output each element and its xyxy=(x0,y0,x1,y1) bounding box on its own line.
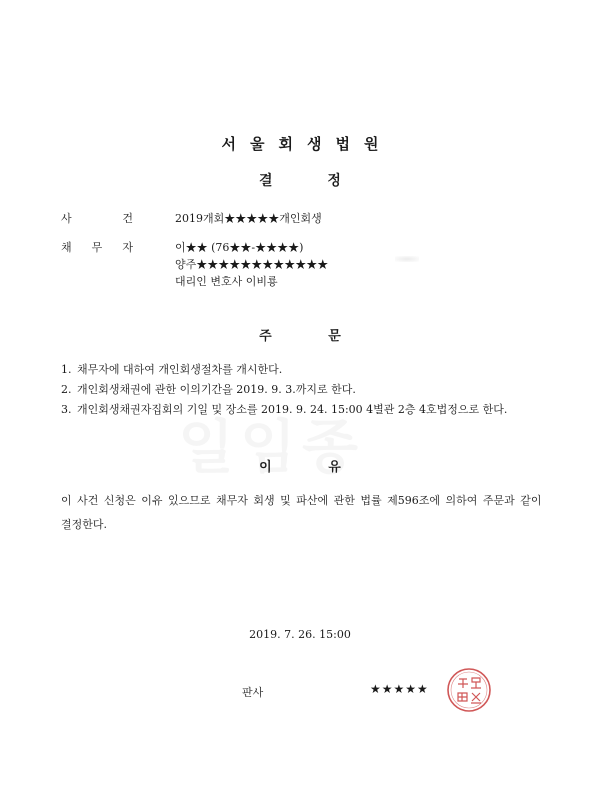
debtor-label-char-1: 채 xyxy=(61,241,72,254)
order-item-text: 개인회생채권에 관한 이의기간을 2019. 9. 3.까지로 한다. xyxy=(77,383,356,396)
case-label-char-2: 건 xyxy=(122,212,133,225)
redaction-smudge xyxy=(395,256,419,262)
judge-name: ★★★★★ xyxy=(370,682,429,696)
order-item xyxy=(61,360,551,379)
debtor-label xyxy=(61,239,133,255)
case-number: 2019개회★★★★★개인회생 xyxy=(175,212,322,225)
document-type-title: 결 정 xyxy=(259,173,341,189)
order-item xyxy=(61,400,551,419)
order-item-text: 개인회생채권자집회의 기일 및 장소를 2019. 9. 24. 15:00 4별관 2층 4호법정으로 한다. xyxy=(77,403,508,416)
reason-text: 이 사건 신청은 이유 있으므로 채무자 회생 및 파산에 관한 법률 제596조에 의하여 주문과 같이 결정한다. xyxy=(61,494,542,531)
debtor-address: 양주★★★★★★★★★★★★ xyxy=(175,258,329,271)
order-item xyxy=(61,380,551,399)
court-name: 서울회생법원 xyxy=(221,135,393,153)
debtor-agent: 대리인 변호사 이비룡 xyxy=(175,275,278,288)
judge-label: 판사 xyxy=(242,686,264,699)
court-seal-icon xyxy=(446,667,492,713)
case-label xyxy=(61,210,133,226)
debtor-label-char-2: 무 xyxy=(91,241,103,254)
debtor-name: 이★★ (76★★-★★★★) xyxy=(175,241,304,254)
decision-date: 2019. 7. 26. 15:00 xyxy=(249,628,351,641)
order-item-number: 2. xyxy=(61,383,72,396)
debtor-label-char-3: 자 xyxy=(122,241,133,254)
order-item-number: 3. xyxy=(61,403,72,416)
reason-title: 이 유 xyxy=(259,460,341,475)
case-label-char-1: 사 xyxy=(61,212,72,225)
order-item-number: 1. xyxy=(61,363,72,376)
order-item-text: 채무자에 대하여 개인회생절차를 개시한다. xyxy=(77,363,283,376)
order-title: 주 문 xyxy=(259,329,341,344)
